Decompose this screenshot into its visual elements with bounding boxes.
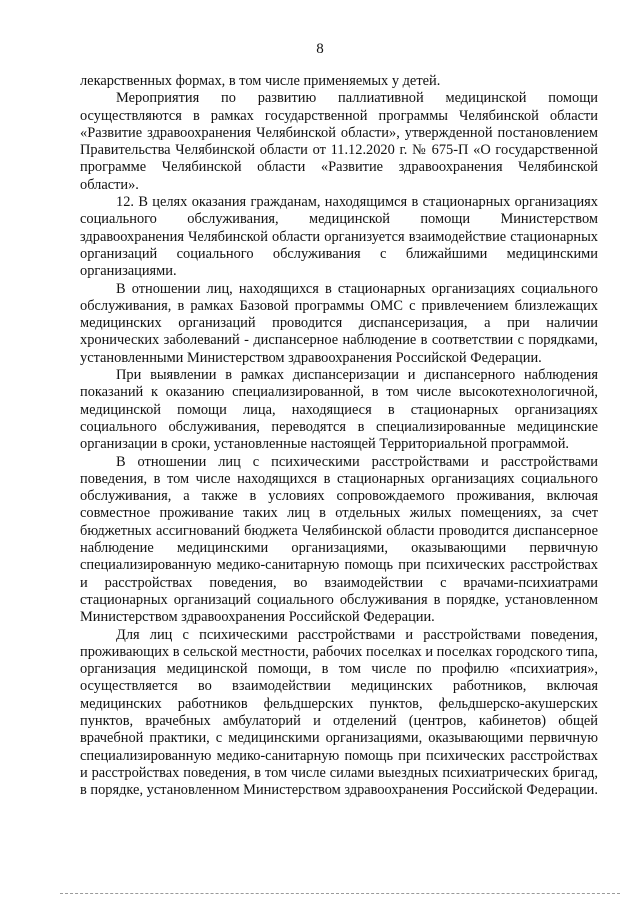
page-number: 8 xyxy=(316,41,324,57)
paragraph-continuation: лекарственных формах, в том числе применяемых у детей. xyxy=(80,73,441,89)
paragraph-item-12: 12. В целях оказания гражданам, находящимся в стационарных организациях социального обслуживания, медицинской помощи Министерством здравоохранения Челябинской области организуется взаимодействие стационарных организаций социального обслуживания с ближайшими медицинскими организациями. xyxy=(80,194,598,280)
document-body xyxy=(80,73,598,799)
page-bottom-edge xyxy=(60,893,620,894)
paragraph-specialized-care: При выявлении в рамках диспансеризации и диспансерного наблюдения показаний к оказанию специализированной, в том числе высокотехнологичной, медицинской помощи лица, находящиеся в стационарных организациях социального обслуживания, переводятся в специализированные медицинские организации в сроки, установленные настоящей Территориальной программой. xyxy=(80,367,598,453)
paragraph-dispensarization: В отношении лиц, находящихся в стационарных организациях социального обслуживания, в рамках Базовой программы ОМС с привлечением близлежащих медицинских организаций проводится диспансеризация, а при наличии хронических заболеваний - диспансерное наблюдение в соответствии с порядками, установленными Министерством здравоохранения Российской Федерации. xyxy=(80,280,598,366)
paragraph-mental-disorders: В отношении лиц с психическими расстройствами и расстройствами поведения, в том числе находящихся в стационарных организациях социального обслуживания, а также в условиях сопровождаемого проживания, включая совместное проживание таких лиц в отдельных жилых помещениях, за счет бюджетных ассигнований бюджета Челябинской области проводится диспансерное наблюдение медицинскими организациями, оказывающими первичную специализированную медико-санитарную помощь при психических расстройствах и расстройствах поведения, во взаимодействии с врачами-психиатрами стационарных организаций социального обслуживания в порядке, установленном Министерством здравоохранения Российской Федерации. xyxy=(80,453,598,626)
paragraph-palliative-care: Мероприятия по развитию паллиативной медицинской помощи осуществляются в рамках государственной программы Челябинской области «Развитие здравоохранения Челябинской области», утвержденной постановлением Правительства Челябинской области от 11.12.2020 г. № 675-П «О государственной программе Челябинской области «Развитие здравоохранения Челябинской области». xyxy=(80,90,598,193)
paragraph-rural-psychiatry: Для лиц с психическими расстройствами и расстройствами поведения, проживающих в сельской местности, рабочих поселках и поселках городского типа, организация медицинской помощи, в том числе по профилю «психиатрия», осуществляется во взаимодействии медицинских работников, включая медицинских работников фельдшерских пунктов, фельдшерско-акушерских пунктов, врачебных амбулаторий и отделений (центров, кабинетов) общей врачебной практики, с медицинскими организациями, оказывающими первичную специализированную медико-санитарную помощь при психических расстройствах и расстройствах поведения, в том числе силами выездных психиатрических бригад, в порядке, установленном Министерством здравоохранения Российской Федерации. xyxy=(80,626,598,799)
